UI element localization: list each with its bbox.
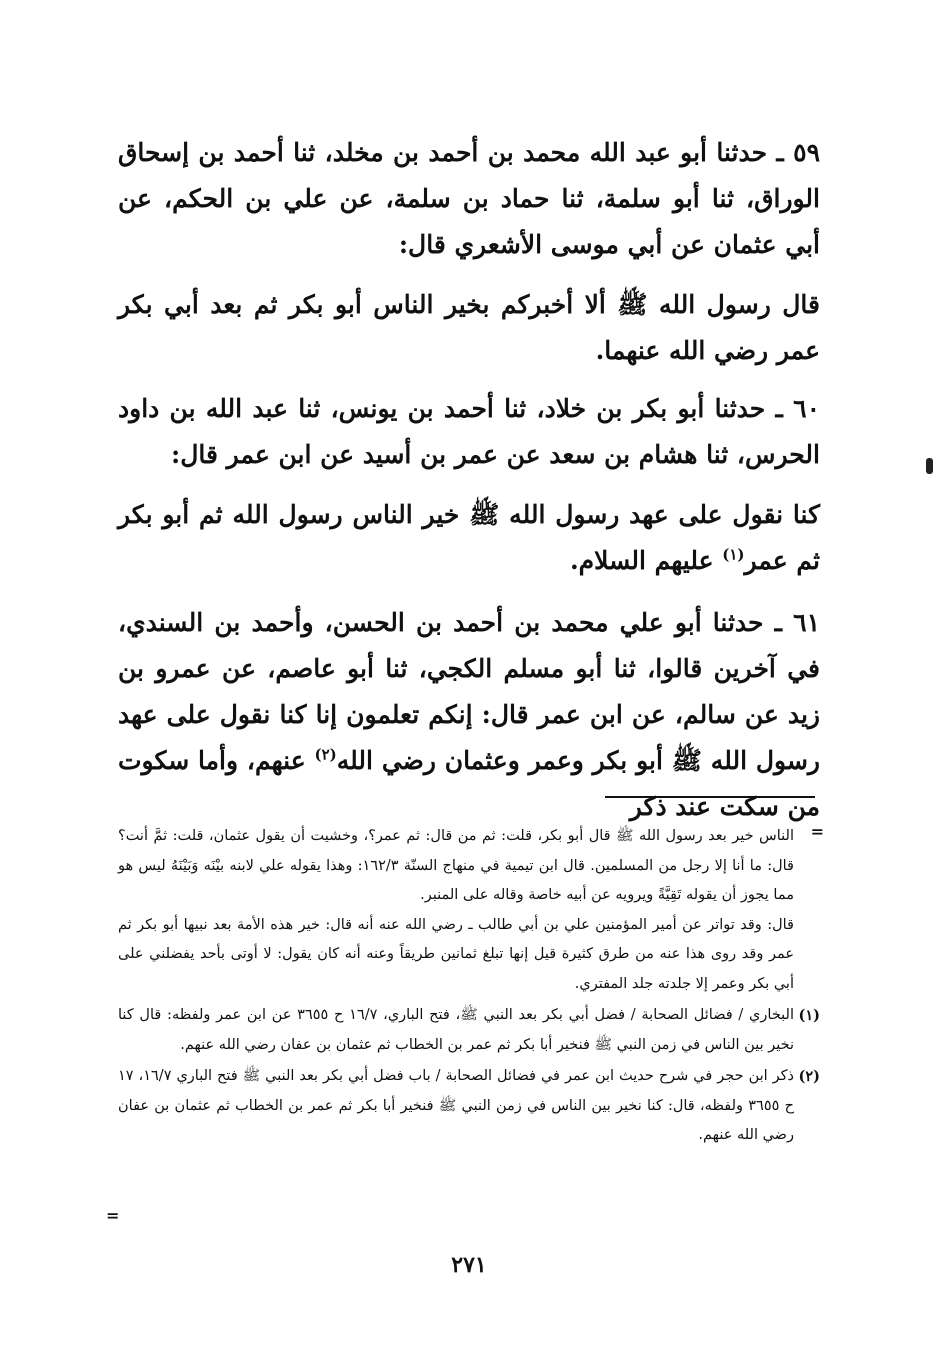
footnote-continuation-1: الناس خير بعد رسول الله ﷺ قال أبو بكر، قلت: ثم من قال: ثم عمر؟، وخشيت أن يقول عثمان، قلت: ثمَّ أنت؟ قال: ما أنا إلا رجل من المسلمين. قال ابن تيمية في منهاج السنّة ١٦٢/٣: وهذا يقوله علي لابنه بيْنَه وَبَيْنَهُ ليس هو مما يجوز أن يقوله تَقِيَّةً ويرويه عن أبيه خاصة وقاله على المنبر. — [118, 828, 794, 903]
margin-mark — [926, 458, 933, 474]
hadith-60-matn — [118, 492, 820, 584]
hadith-59-isnad: ٥٩ ـ حدثنا أبو عبد الله محمد بن أحمد بن مخلد، ثنا أحمد بن إسحاق الوراق، ثنا أبو سلمة، ثنا حماد بن سلمة، عن علي بن الحكم، عن أبي عثمان عن أبي موسى الأشعري قال: — [118, 138, 820, 259]
hadith-61-body: ٦١ ـ حدثنا أبو علي محمد بن أحمد بن الحسن، وأحمد بن السندي، في آخرين قالوا، ثنا أبو مسلم الكجي، ثنا أبو عاصم، عن عمرو بن زيد عن سالم، عن ابن عمر قال: إنكم تعلمون إنا كنا نقول على عهد رسول الله ﷺ أبو بكر وعمر وعثمان رضي الله — [118, 608, 820, 775]
footnotes — [118, 822, 820, 1151]
hadith-61-body-end: عنهم، وأما سكوت من سكت عند ذكر — [118, 746, 820, 821]
footnote-2-marker: (٢) — [798, 1068, 820, 1085]
footnote-2-text: ذكر ابن حجر في شرح حديث ابن عمر في فضائل الصحابة / باب فضل أبي بكر بعد النبي ﷺ فتح الباري ١٦/٧، ١٧ ح ٣٦٥٥ ولفظه، قال: كنا نخير بين الناس في زمن النبي ﷺ فنخير أبا بكر ثم عمر بن الخطاب ثم عثمان بن عفان رضي الله عنهم. — [118, 1068, 794, 1143]
hadith-59 — [118, 130, 820, 374]
page-number: ٢٧١ — [451, 1252, 487, 1278]
footnote-1-text: البخاري / فضائل الصحابة / فضل أبي بكر بعد النبي ﷺ، فتح الباري، ١٦/٧ ح ٣٦٥٥ عن ابن عمر ولفظه: قال كنا نخير بين الناس في زمن النبي ﷺ فنخير أبا بكر ثم عمر بن الخطاب ثم عثمان بن عفان رضي الله عنهم. — [118, 1007, 795, 1053]
footnote-ref-1: (١) — [722, 545, 745, 564]
continuation-mark: = — [810, 822, 824, 841]
footnote-continuation-2: قال: وقد تواتر عن أمير المؤمنين علي بن أبي طالب ـ رضي الله عنه أنه قال: خير هذه الأمة بعد نبيها أبو بكر ثم عمر وقد روى هذا عنه من طرق كثيرة قيل إنها تبلغ ثمانين طريقاً وعنه أنه كان يقول: لا أوتى بأحد يفضلني على أبي بكر وعمر إلا جلدته جلد المفتري. — [118, 916, 794, 992]
footnote-1 — [118, 1001, 820, 1060]
footnote-separator — [605, 796, 815, 798]
footnote-ref-2: (٢) — [314, 745, 337, 764]
hadith-60-matn-text: كنا نقول على عهد رسول الله ﷺ خير الناس رسول الله ثم أبو بكر ثم عمر — [118, 500, 820, 575]
footnote-1-marker: (١) — [798, 1007, 820, 1024]
hadith-60 — [118, 386, 820, 584]
footnote-2 — [118, 1062, 820, 1151]
hadith-60-matn-end: عليهم السلام. — [569, 546, 723, 575]
continues-mark: = — [106, 1206, 120, 1225]
hadith-59-matn: قال رسول الله ﷺ ألا أخبركم بخير الناس أبو بكر ثم بعد أبي بكر عمر رضي الله عنهما. — [118, 290, 820, 365]
hadith-60-isnad: ٦٠ ـ حدثنا أبو بكر بن خلاد، ثنا أحمد بن يونس، ثنا عبد الله بن داود الحرس، ثنا هشام بن سعد عن عمر بن أسيد عن ابن عمر قال: — [118, 394, 820, 469]
